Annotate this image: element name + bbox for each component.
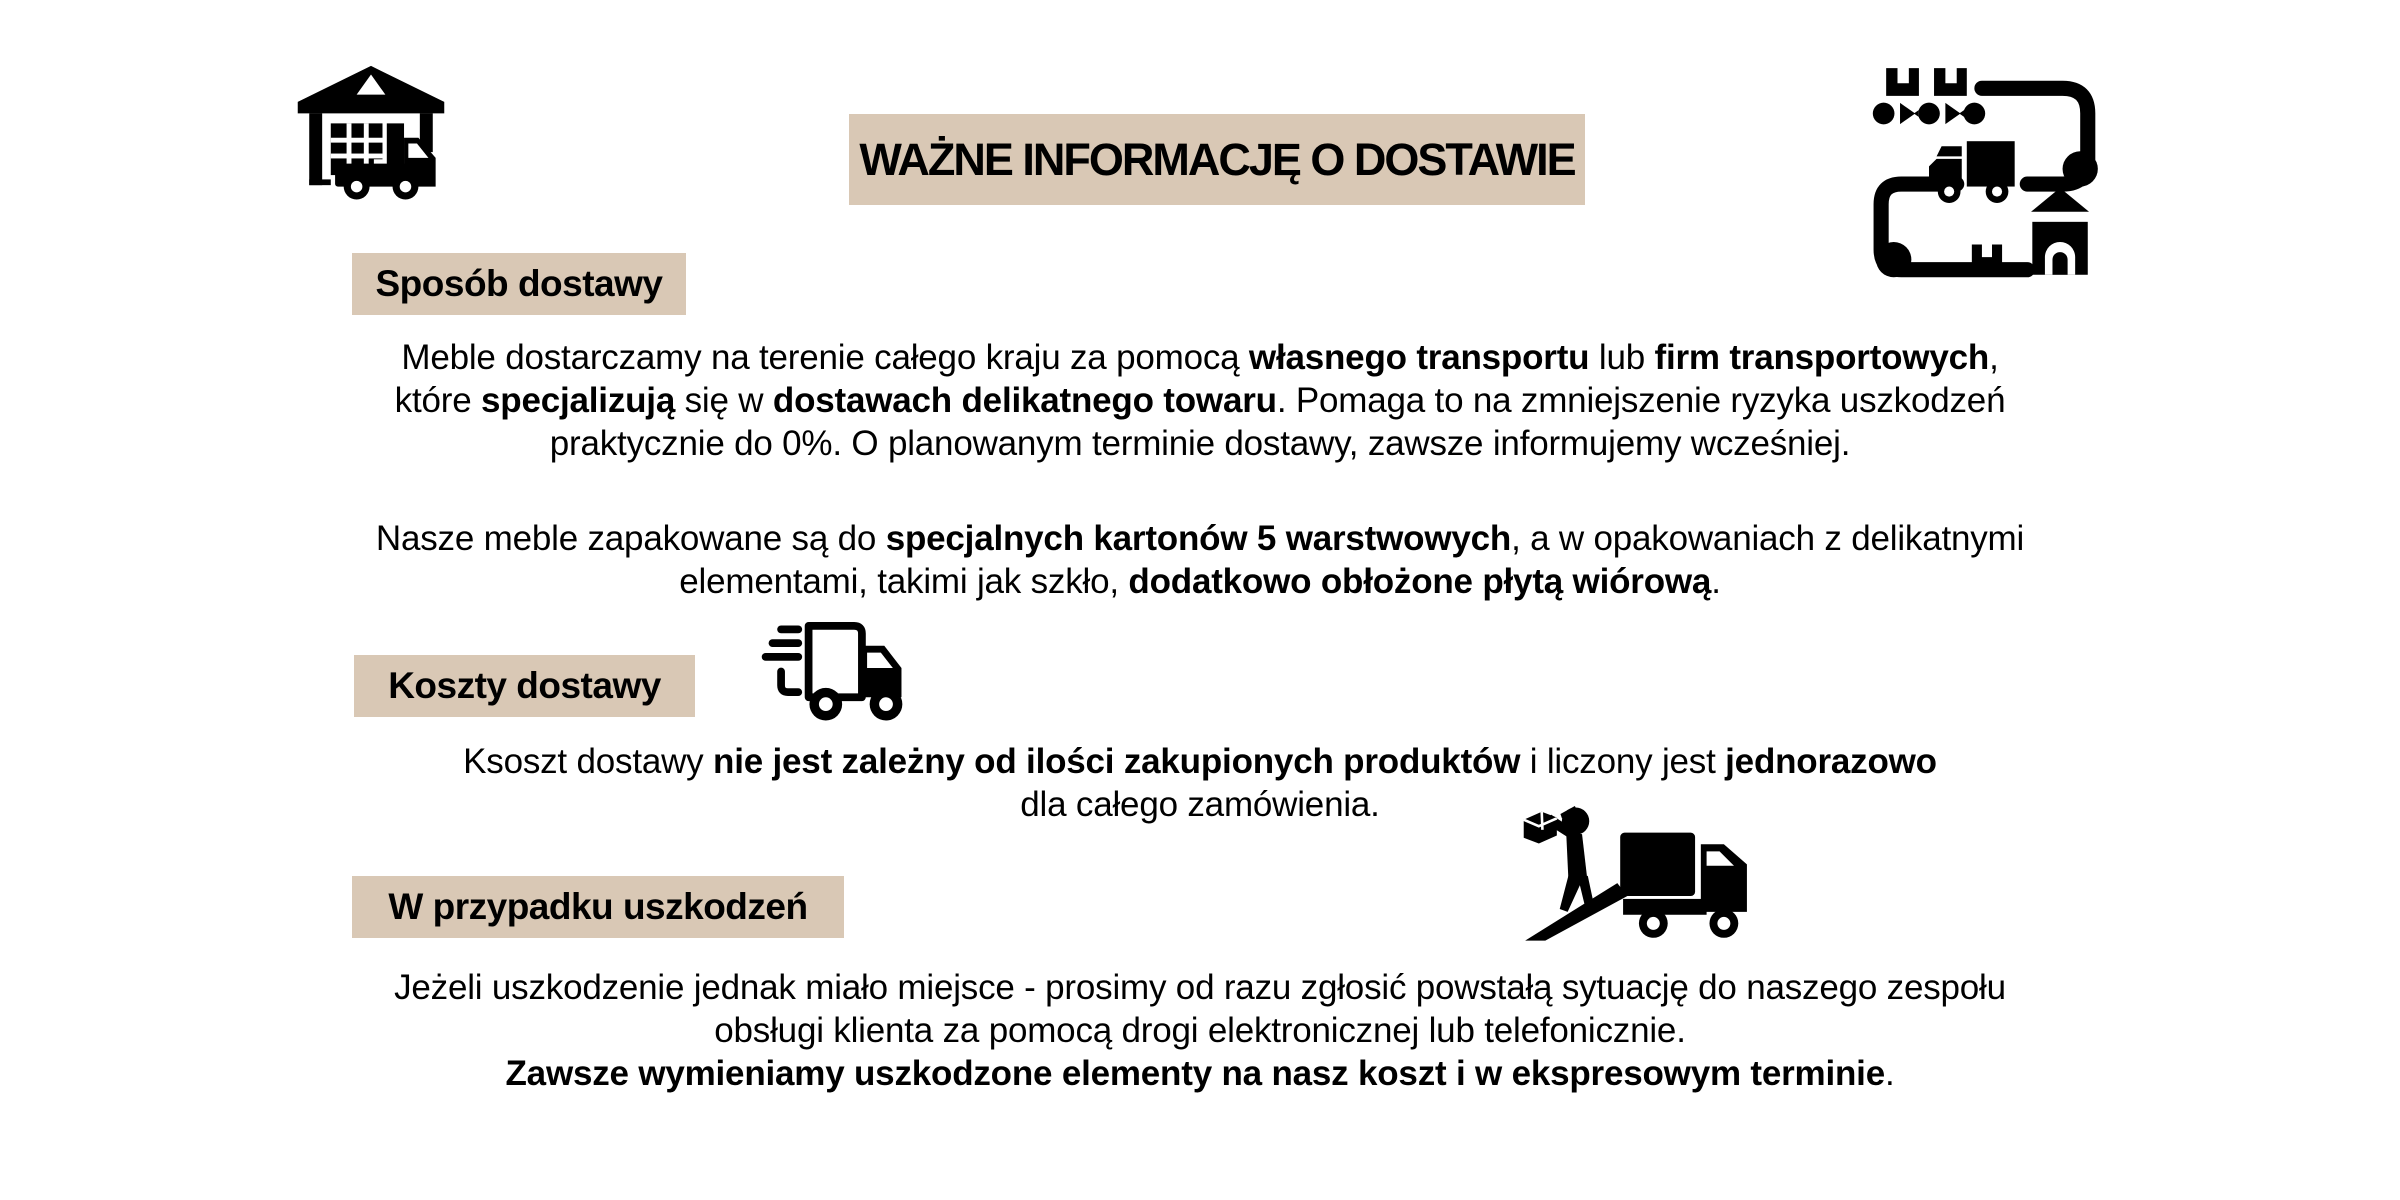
text-segment: Nasze meble zapakowane są do bbox=[375, 519, 886, 558]
section-label-delivery-costs bbox=[354, 655, 695, 717]
text-line bbox=[150, 336, 2250, 379]
text-segment: Ksoszt dostawy bbox=[463, 742, 714, 781]
bold-text-segment: jednorazowo bbox=[1725, 742, 1937, 781]
text-line bbox=[150, 1052, 2250, 1095]
text-segment: się w bbox=[675, 381, 773, 420]
bold-text-segment: specjalizują bbox=[481, 381, 676, 420]
text-segment: obsługi klienta za pomocą drogi elektronicznej lub telefonicznie. bbox=[714, 1011, 1686, 1050]
express-truck-icon bbox=[757, 618, 929, 725]
text-line bbox=[150, 517, 2250, 560]
bold-text-segment: specjalnych kartonów 5 warstwowych bbox=[885, 519, 1512, 558]
damages-paragraph bbox=[150, 966, 2250, 1095]
text-segment: , bbox=[1989, 338, 1999, 377]
page-title: WAŻNE INFORMACJĘ O DOSTAWIE bbox=[859, 133, 1575, 185]
text-segment: praktycznie do 0%. O planowanym terminie dostawy, zawsze informujemy wcześniej. bbox=[549, 424, 1851, 463]
text-segment: dla całego zamówienia. bbox=[1020, 785, 1380, 824]
bold-text-segment: własnego transportu bbox=[1248, 338, 1590, 377]
text-segment: . bbox=[1884, 1054, 1895, 1093]
bold-text-segment: Zawsze wymieniamy uszkodzone elementy na nasz koszt i w ekspresowym terminie bbox=[505, 1054, 1885, 1093]
logistics-route-icon bbox=[1866, 50, 2118, 308]
section-label-delivery-method bbox=[352, 253, 686, 315]
text-segment: . bbox=[1711, 562, 1721, 601]
text-segment: Meble dostarczamy na terenie całego kraju za pomocą bbox=[401, 338, 1249, 377]
bold-text-segment: dodatkowo obłożone płytą wiórową bbox=[1128, 562, 1712, 601]
text-line bbox=[150, 560, 2250, 603]
text-segment: , a w opakowaniach z delikatnymi bbox=[1511, 519, 2025, 558]
text-segment: lub bbox=[1589, 338, 1655, 377]
section-label-text: Koszty dostawy bbox=[388, 665, 661, 706]
bold-text-segment: firm transportowych bbox=[1654, 338, 1990, 377]
text-segment: i liczony jest bbox=[1520, 742, 1726, 781]
section-label-text: Sposób dostawy bbox=[375, 263, 663, 304]
section-label-damages bbox=[352, 876, 844, 938]
delivery-costs-paragraph bbox=[150, 740, 2250, 826]
text-segment: elementami, takimi jak szkło, bbox=[679, 562, 1129, 601]
bold-text-segment: dostawach delikatnego towaru bbox=[772, 381, 1277, 420]
title-banner bbox=[849, 114, 1585, 205]
courier-loading-icon bbox=[1505, 801, 1757, 945]
section-label-text: W przypadku uszkodzeń bbox=[388, 886, 808, 927]
delivery-method-paragraph-1 bbox=[150, 336, 2250, 465]
delivery-method-paragraph-2 bbox=[150, 517, 2250, 603]
text-line bbox=[150, 966, 2250, 1009]
bold-text-segment: nie jest zależny od ilości zakupionych produktów bbox=[713, 742, 1521, 781]
text-segment: które bbox=[394, 381, 481, 420]
text-line bbox=[150, 740, 2250, 783]
text-line bbox=[150, 1009, 2250, 1052]
text-line bbox=[150, 783, 2250, 826]
text-segment: . Pomaga to na zmniejszenie ryzyka uszkodzeń bbox=[1276, 381, 2006, 420]
text-line bbox=[150, 422, 2250, 465]
text-line bbox=[150, 379, 2250, 422]
warehouse-truck-icon bbox=[292, 60, 450, 204]
text-segment: Jeżeli uszkodzenie jednak miało miejsce - prosimy od razu zgłosić powstałą sytuację do naszego zespołu bbox=[394, 968, 2006, 1007]
